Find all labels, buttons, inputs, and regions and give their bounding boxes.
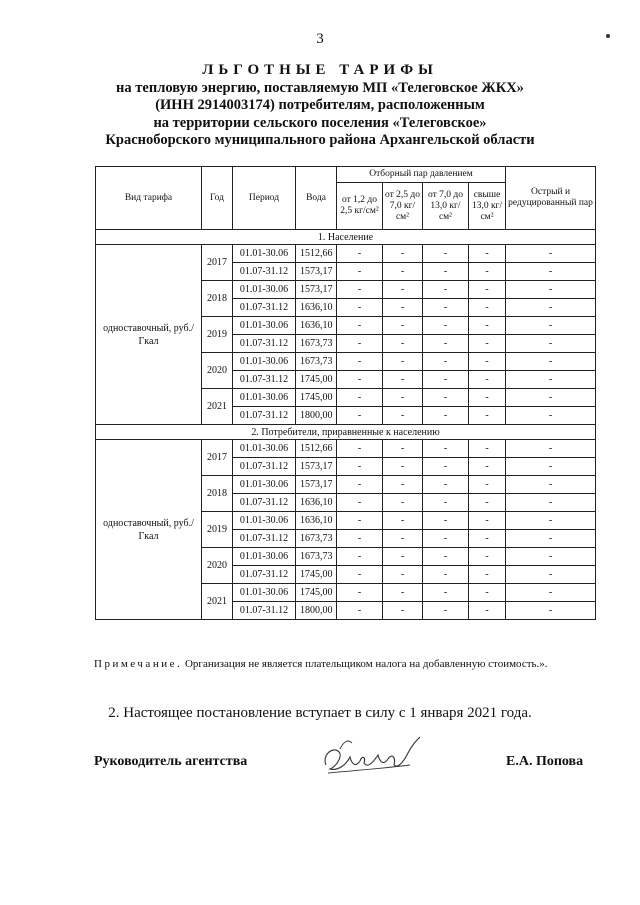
dash-cell: - bbox=[423, 566, 469, 584]
dash-cell: - bbox=[383, 458, 423, 476]
period-cell: 01.07-31.12 bbox=[233, 299, 296, 317]
dash-cell: - bbox=[506, 584, 596, 602]
dash-cell: - bbox=[506, 317, 596, 335]
page-number: 3 bbox=[316, 31, 324, 47]
header-steam-4: свыше 13,0 кг/см² bbox=[469, 183, 506, 230]
dash-cell: - bbox=[337, 389, 383, 407]
header-steam-group: Отборный пар давлением bbox=[337, 167, 506, 183]
dash-cell: - bbox=[337, 548, 383, 566]
dash-cell: - bbox=[383, 371, 423, 389]
period-cell: 01.07-31.12 bbox=[233, 602, 296, 620]
dash-cell: - bbox=[423, 530, 469, 548]
header-period: Период bbox=[233, 167, 296, 230]
dash-cell: - bbox=[469, 440, 506, 458]
dash-cell: - bbox=[383, 512, 423, 530]
dash-cell: - bbox=[383, 245, 423, 263]
dash-cell: - bbox=[469, 371, 506, 389]
water-cell: 1512,66 bbox=[296, 245, 337, 263]
dash-cell: - bbox=[469, 548, 506, 566]
dash-cell: - bbox=[506, 512, 596, 530]
water-cell: 1800,00 bbox=[296, 407, 337, 425]
dash-cell: - bbox=[337, 371, 383, 389]
dash-cell: - bbox=[423, 512, 469, 530]
period-cell: 01.07-31.12 bbox=[233, 371, 296, 389]
dash-cell: - bbox=[337, 584, 383, 602]
period-cell: 01.07-31.12 bbox=[233, 263, 296, 281]
dash-cell: - bbox=[423, 353, 469, 371]
year-cell: 2017 bbox=[202, 440, 233, 476]
year-cell: 2018 bbox=[202, 476, 233, 512]
dash-cell: - bbox=[383, 584, 423, 602]
dash-cell: - bbox=[383, 566, 423, 584]
dash-cell: - bbox=[469, 263, 506, 281]
period-cell: 01.01-30.06 bbox=[233, 548, 296, 566]
dash-cell: - bbox=[423, 371, 469, 389]
year-cell: 2019 bbox=[202, 512, 233, 548]
handwritten-signature bbox=[318, 735, 428, 783]
dash-cell: - bbox=[506, 548, 596, 566]
water-cell: 1745,00 bbox=[296, 584, 337, 602]
section-title: 1. Население bbox=[96, 230, 596, 245]
dash-cell: - bbox=[469, 335, 506, 353]
water-cell: 1745,00 bbox=[296, 389, 337, 407]
dash-cell: - bbox=[383, 440, 423, 458]
dash-cell: - bbox=[337, 494, 383, 512]
dash-cell: - bbox=[506, 245, 596, 263]
dash-cell: - bbox=[506, 566, 596, 584]
period-cell: 01.07-31.12 bbox=[233, 458, 296, 476]
dash-cell: - bbox=[383, 317, 423, 335]
period-cell: 01.01-30.06 bbox=[233, 512, 296, 530]
water-cell: 1636,10 bbox=[296, 317, 337, 335]
dash-cell: - bbox=[506, 458, 596, 476]
note-label: Примечание. bbox=[94, 658, 183, 670]
dash-cell: - bbox=[423, 602, 469, 620]
dash-cell: - bbox=[337, 281, 383, 299]
dash-cell: - bbox=[506, 353, 596, 371]
dash-cell: - bbox=[423, 335, 469, 353]
dash-cell: - bbox=[337, 440, 383, 458]
dash-cell: - bbox=[423, 281, 469, 299]
year-cell: 2018 bbox=[202, 281, 233, 317]
dash-cell: - bbox=[506, 281, 596, 299]
dash-cell: - bbox=[337, 602, 383, 620]
period-cell: 01.01-30.06 bbox=[233, 353, 296, 371]
dash-cell: - bbox=[423, 245, 469, 263]
tariff-kind-cell: одноставочный, руб./Гкал bbox=[96, 440, 202, 620]
dash-cell: - bbox=[423, 584, 469, 602]
dash-cell: - bbox=[383, 476, 423, 494]
dash-cell: - bbox=[506, 407, 596, 425]
dash-cell: - bbox=[423, 476, 469, 494]
dash-cell: - bbox=[423, 317, 469, 335]
signatory-title: Руководитель агентства bbox=[94, 754, 248, 769]
dash-cell: - bbox=[337, 317, 383, 335]
dash-cell: - bbox=[506, 389, 596, 407]
table-row bbox=[96, 245, 596, 263]
dash-cell: - bbox=[383, 353, 423, 371]
dash-cell: - bbox=[337, 407, 383, 425]
year-cell: 2019 bbox=[202, 317, 233, 353]
dash-cell: - bbox=[383, 407, 423, 425]
year-cell: 2021 bbox=[202, 389, 233, 425]
dash-cell: - bbox=[423, 494, 469, 512]
dash-cell: - bbox=[423, 440, 469, 458]
dash-cell: - bbox=[383, 494, 423, 512]
dash-cell: - bbox=[469, 530, 506, 548]
dash-cell: - bbox=[506, 299, 596, 317]
dash-cell: - bbox=[337, 245, 383, 263]
dash-cell: - bbox=[383, 281, 423, 299]
tariff-kind-cell: одноставочный, руб./Гкал bbox=[96, 245, 202, 425]
water-cell: 1573,17 bbox=[296, 281, 337, 299]
note bbox=[94, 657, 588, 672]
period-cell: 01.07-31.12 bbox=[233, 407, 296, 425]
section-row bbox=[96, 230, 596, 245]
signatory-name: Е.А. Попова bbox=[506, 754, 584, 769]
dash-cell: - bbox=[423, 263, 469, 281]
dash-cell: - bbox=[469, 566, 506, 584]
dash-cell: - bbox=[383, 602, 423, 620]
dash-cell: - bbox=[337, 476, 383, 494]
period-cell: 01.01-30.06 bbox=[233, 389, 296, 407]
dash-cell: - bbox=[423, 389, 469, 407]
water-cell: 1673,73 bbox=[296, 353, 337, 371]
dash-cell: - bbox=[469, 602, 506, 620]
year-cell: 2020 bbox=[202, 548, 233, 584]
header-year: Год bbox=[202, 167, 233, 230]
dash-cell: - bbox=[423, 407, 469, 425]
table-body bbox=[96, 230, 596, 620]
dash-cell: - bbox=[383, 548, 423, 566]
dash-cell: - bbox=[506, 602, 596, 620]
dash-cell: - bbox=[469, 281, 506, 299]
water-cell: 1573,17 bbox=[296, 458, 337, 476]
header-steam-3: от 7,0 до 13,0 кг/см² bbox=[423, 183, 469, 230]
dash-cell: - bbox=[383, 530, 423, 548]
dash-cell: - bbox=[469, 476, 506, 494]
dash-cell: - bbox=[469, 317, 506, 335]
dash-cell: - bbox=[383, 263, 423, 281]
period-cell: 01.01-30.06 bbox=[233, 317, 296, 335]
section-row bbox=[96, 425, 596, 440]
water-cell: 1573,17 bbox=[296, 476, 337, 494]
period-cell: 01.01-30.06 bbox=[233, 476, 296, 494]
dash-cell: - bbox=[337, 263, 383, 281]
period-cell: 01.01-30.06 bbox=[233, 440, 296, 458]
table-row bbox=[96, 440, 596, 458]
dash-cell: - bbox=[469, 512, 506, 530]
dash-cell: - bbox=[469, 389, 506, 407]
period-cell: 01.01-30.06 bbox=[233, 584, 296, 602]
dash-cell: - bbox=[337, 335, 383, 353]
document-title bbox=[60, 62, 580, 150]
header-water: Вода bbox=[296, 167, 337, 230]
header-steam-1: от 1,2 до 2,5 кг/см² bbox=[337, 183, 383, 230]
dash-cell: - bbox=[469, 494, 506, 512]
period-cell: 01.01-30.06 bbox=[233, 281, 296, 299]
water-cell: 1673,73 bbox=[296, 548, 337, 566]
water-cell: 1636,10 bbox=[296, 494, 337, 512]
title-line-2: на тепловую энергию, поставляемую МП «Телеговское ЖКХ» bbox=[116, 79, 524, 96]
dash-cell: - bbox=[423, 458, 469, 476]
dash-cell: - bbox=[469, 407, 506, 425]
year-cell: 2021 bbox=[202, 584, 233, 620]
title-line-4: на территории сельского поселения «Телеговское» bbox=[153, 114, 487, 131]
header-steam-2: от 2,5 до 7,0 кг/см² bbox=[383, 183, 423, 230]
dash-cell: - bbox=[337, 299, 383, 317]
water-cell: 1636,10 bbox=[296, 512, 337, 530]
dash-cell: - bbox=[469, 584, 506, 602]
dash-cell: - bbox=[383, 299, 423, 317]
dash-cell: - bbox=[506, 263, 596, 281]
water-cell: 1745,00 bbox=[296, 371, 337, 389]
dash-cell: - bbox=[337, 512, 383, 530]
dash-cell: - bbox=[423, 548, 469, 566]
dash-cell: - bbox=[337, 566, 383, 584]
dash-cell: - bbox=[337, 458, 383, 476]
year-cell: 2020 bbox=[202, 353, 233, 389]
note-text: Организация не является плательщиком налога на добавленную стоимость.». bbox=[184, 658, 548, 670]
water-cell: 1673,73 bbox=[296, 335, 337, 353]
dash-cell: - bbox=[337, 530, 383, 548]
water-cell: 1512,66 bbox=[296, 440, 337, 458]
water-cell: 1745,00 bbox=[296, 566, 337, 584]
effective-clause: 2. Настоящее постановление вступает в силу с 1 января 2021 года. bbox=[108, 705, 532, 721]
header-sharp-steam: Острый и редуцированный пар bbox=[506, 167, 596, 230]
dash-cell: - bbox=[383, 335, 423, 353]
tariffs-table bbox=[95, 166, 596, 620]
dash-cell: - bbox=[337, 353, 383, 371]
dash-cell: - bbox=[469, 299, 506, 317]
dash-cell: - bbox=[383, 389, 423, 407]
period-cell: 01.07-31.12 bbox=[233, 335, 296, 353]
dash-cell: - bbox=[506, 335, 596, 353]
dash-cell: - bbox=[506, 476, 596, 494]
section-title: 2. Потребители, приравненные к населению bbox=[96, 425, 596, 440]
dash-cell: - bbox=[469, 245, 506, 263]
dash-cell: - bbox=[506, 530, 596, 548]
dash-cell: - bbox=[469, 353, 506, 371]
dash-cell: - bbox=[506, 440, 596, 458]
water-cell: 1673,73 bbox=[296, 530, 337, 548]
water-cell: 1573,17 bbox=[296, 263, 337, 281]
title-line-1: ЛЬГОТНЫЕ ТАРИФЫ bbox=[202, 62, 438, 78]
dash-cell: - bbox=[469, 458, 506, 476]
title-line-5: Красноборского муниципального района Архангельской области bbox=[105, 132, 535, 148]
water-cell: 1636,10 bbox=[296, 299, 337, 317]
title-line-3: (ИНН 2914003174) потребителям, расположенным bbox=[155, 97, 485, 113]
period-cell: 01.07-31.12 bbox=[233, 566, 296, 584]
dash-cell: - bbox=[506, 371, 596, 389]
dash-cell: - bbox=[506, 494, 596, 512]
period-cell: 01.07-31.12 bbox=[233, 494, 296, 512]
dash-cell: - bbox=[423, 299, 469, 317]
year-cell: 2017 bbox=[202, 245, 233, 281]
period-cell: 01.01-30.06 bbox=[233, 245, 296, 263]
header-kind: Вид тарифа bbox=[96, 167, 202, 230]
water-cell: 1800,00 bbox=[296, 602, 337, 620]
period-cell: 01.07-31.12 bbox=[233, 530, 296, 548]
